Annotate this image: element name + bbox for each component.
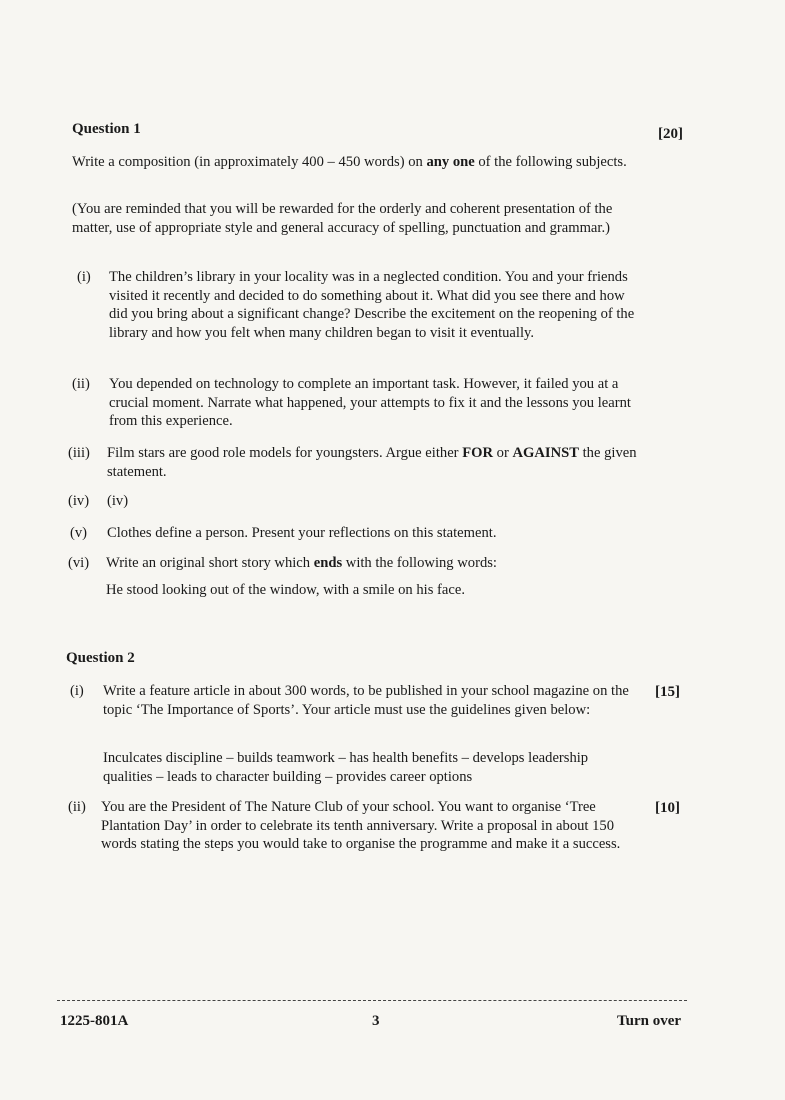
q1-item-number: (iii) [68, 445, 90, 461]
q1-item-number: (i) [77, 269, 91, 285]
footer-divider [57, 1000, 687, 1001]
q1-item-text: Write an original short story which ends with the following words: [106, 555, 497, 571]
q1-item-number: (ii) [72, 376, 90, 392]
q2-item-number: (ii) [68, 799, 86, 815]
q1-item-text: The children’s library in your locality was in a neglected condition. You and your friends visited it recently and decided to do something about it. What did you see there and how did you bring about a significant change? Describe the excitement on the reopening of the library and how you felt when many children began to visit it eventually. [109, 269, 635, 341]
question-1-instruction: Write a composition (in approximately 400 – 450 words) on any one of the following subjects. [72, 154, 627, 170]
q1-item-text: Clothes define a person. Present your reflections on this statement. [107, 525, 497, 541]
q1-item-text: Film stars are good role models for youngsters. Argue either FOR or AGAINST the given statement. [107, 445, 637, 480]
question-2-heading: Question 2 [66, 650, 135, 666]
q1-item-number: (v) [70, 525, 88, 541]
q1-item-number: (vi) [68, 555, 90, 571]
q2-item-marks: [15] [655, 684, 680, 700]
page-number: 3 [372, 1013, 380, 1029]
question-1-reminder: (You are reminded that you will be rewarded for the orderly and coherent presentation of the matter, use of appropriate style and general accuracy of spelling, punctuation and grammar.) [72, 201, 613, 236]
q2-guidelines: Inculcates discipline – builds teamwork – has health benefits – develops leadership qualities – leads to character building – provides career options [103, 750, 589, 785]
turn-over-label: Turn over [617, 1013, 682, 1029]
q2-item-text: You are the President of The Nature Club of your school. You want to organise ‘Tree Plantation Day’ in order to celebrate its tenth anniversary. Write a proposal in about 150 words stating the steps you would take to organise the programme and make it a success. [101, 799, 621, 852]
q1-item-number: (iv) [68, 493, 90, 509]
question-1-marks: [20] [658, 126, 683, 142]
q1-item-text: (iv) [107, 493, 129, 509]
story-ending-quote: He stood looking out of the window, with a smile on his face. [106, 582, 465, 598]
paper-code: 1225-801A [60, 1013, 129, 1029]
q2-item-text: Write a feature article in about 300 words, to be published in your school magazine on the topic ‘The Importance of Sports’. Your article must use the guidelines given below: [103, 683, 629, 718]
question-1-heading: Question 1 [72, 121, 141, 137]
q1-item-text: You depended on technology to complete an important task. However, it failed you at a crucial moment. Narrate what happened, your attempts to fix it and the lessons you learnt from this experience. [109, 376, 631, 429]
q2-item-marks: [10] [655, 800, 680, 816]
q2-item-number: (i) [70, 683, 84, 699]
